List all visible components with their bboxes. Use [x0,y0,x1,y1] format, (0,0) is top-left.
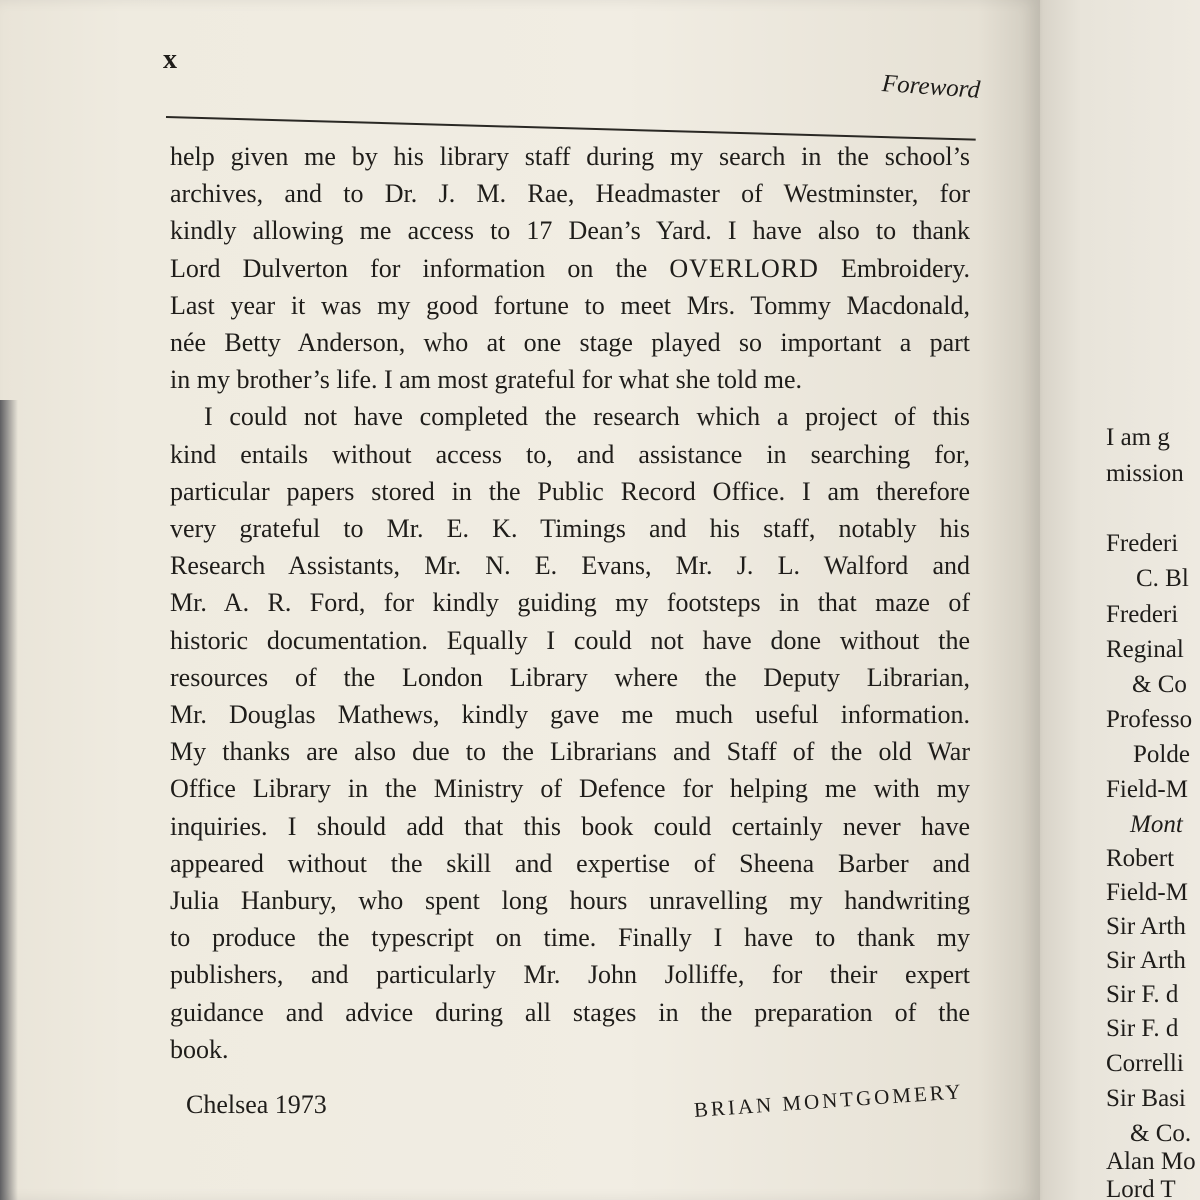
text-line: Julia Hanbury, who spent long hours unravelling my handwriting [170,886,970,916]
text-line: I could not have completed the research which a project of this [204,402,970,432]
text-line: Office Library in the Ministry of Defence for helping me with my [170,774,970,804]
header-rule [166,116,976,141]
right-page-line: Sir F. d [1106,1015,1179,1042]
text-line: book. [170,1034,229,1064]
text-line [170,250,970,287]
signature-place: Chelsea 1973 [186,1090,327,1119]
text-line: Mr. A. R. Ford, for kindly guiding my footsteps in that maze of [170,588,970,618]
text-line: inquiries. I should add that this book could certainly never have [170,811,970,841]
text-line: guidance and advice during all stages in the preparation of the [170,997,970,1027]
text-line: Mr. Douglas Mathews, kindly gave me much useful information. [170,700,970,730]
text-segment: Embroidery. [841,253,971,283]
text-line: née Betty Anderson, who at one stage played so important a part [170,328,970,358]
right-page-line: Frederi [1106,530,1179,557]
right-page-line: Polde [1133,741,1190,768]
right-page-line: Sir Arth [1106,947,1186,974]
right-page-line: Lord T [1106,1176,1176,1200]
right-page-line: Correlli [1106,1050,1184,1077]
text-line: kindly allowing me access to 17 Dean’s Yard. I have also to thank [170,216,970,246]
text-line: very grateful to Mr. E. K. Timings and his staff, notably his [170,514,970,544]
running-head: Foreword [881,70,981,104]
right-page-line: Sir Basi [1106,1085,1186,1112]
signature-name: BRIAN MONTGOMERY [693,1079,965,1122]
text-line: appeared without the skill and expertise of Sheena Barber and [170,848,970,878]
text-line: kind entails without access to, and assistance in searching for, [170,439,970,469]
right-page-line: Reginal [1106,636,1184,663]
right-page-line: I am g [1106,424,1170,451]
right-page-line: Field-M [1106,879,1188,906]
right-page-line: & Co. [1130,1120,1192,1147]
right-page-line: Mont [1130,811,1183,838]
right-page-line: Frederi [1106,601,1179,628]
right-page-line: Alan Mo [1106,1148,1196,1175]
page-number: x [163,44,178,75]
overlord-small-caps: OVERLORD [669,253,819,283]
text-line: particular papers stored in the Public Record Office. I am therefore [170,476,970,506]
text-line: resources of the London Library where the Deputy Librarian, [170,662,970,692]
right-page-line: mission [1106,460,1184,487]
text-line: Research Assistants, Mr. N. E. Evans, Mr. J. L. Walford and [170,551,970,581]
right-page-line: & Co [1132,671,1187,698]
text-segment: Lord Dulverton for information on the [170,253,648,283]
text-line: historic documentation. Equally I could not have done without the [170,625,970,655]
text-line: Last year it was my good fortune to meet Mrs. Tommy Macdonald, [170,290,970,320]
right-page-line: Sir Arth [1106,913,1186,940]
text-line: in my brother’s life. I am most grateful for what she told me. [170,365,803,395]
right-page-line: Robert [1106,845,1175,872]
text-line: to produce the typescript on time. Finally I have to thank my [170,923,970,953]
text-line: help given me by his library staff during my search in the school’s [170,142,970,171]
foreword-body [170,138,970,1068]
right-page-line: Professo [1106,706,1193,733]
right-page-line: C. Bl [1136,565,1189,592]
right-page [1030,0,1200,1200]
text-line: publishers, and particularly Mr. John Jolliffe, for their expert [170,960,970,990]
text-line: archives, and to Dr. J. M. Rae, Headmaster of Westminster, for [170,179,970,209]
text-line: My thanks are also due to the Librarians and Staff of the old War [170,737,970,767]
right-page-line: Field-M [1106,776,1188,803]
right-page-line: Sir F. d [1106,981,1179,1008]
